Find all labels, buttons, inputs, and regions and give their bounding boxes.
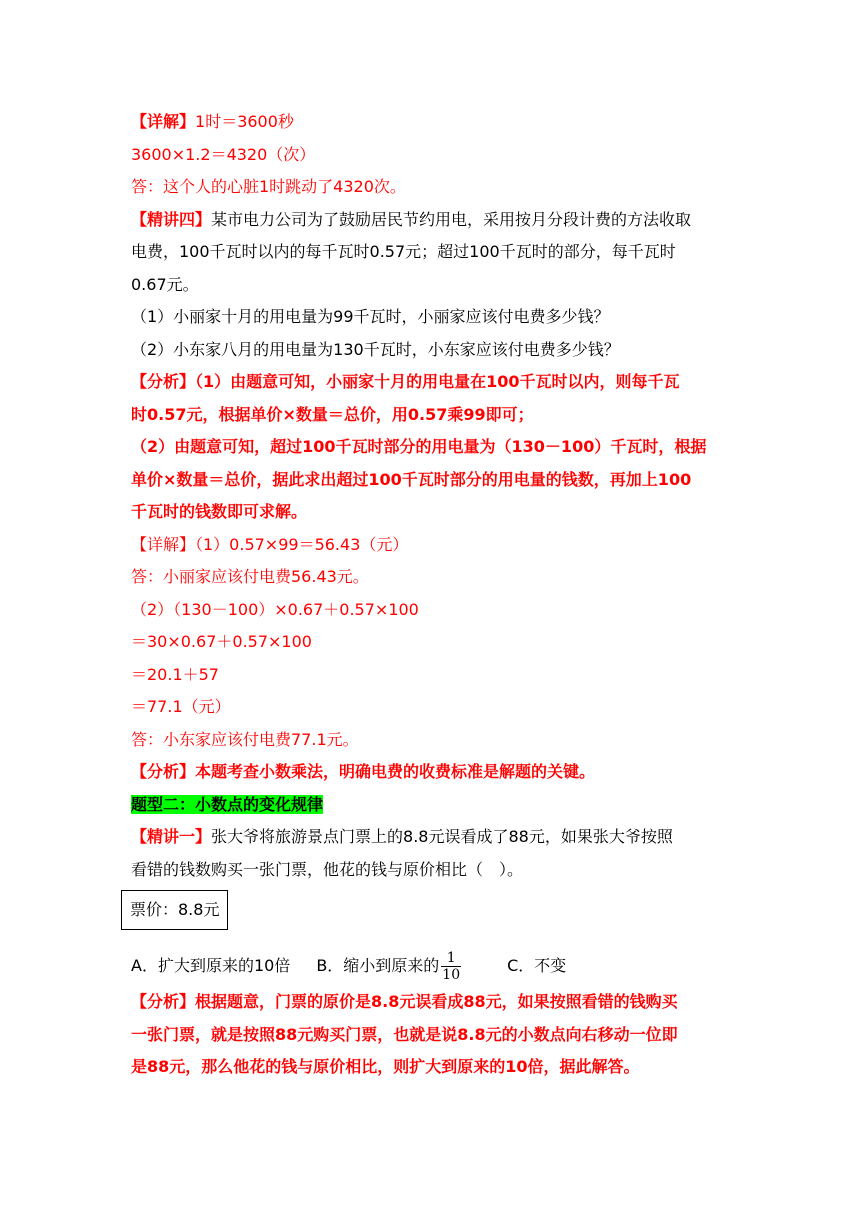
question-1-line-2: 看错的钱数购买一张门票，他花的钱与原价相比（ ）。 [131,859,524,879]
detail-answer-1: 答：小丽家应该付电费56.43元。 [131,567,369,586]
analysis2-line-3: 是88元，那么他花的钱与原价相比，则扩大到原来的10倍，据此解答。 [131,1057,640,1076]
question-4-line-1 [131,204,731,237]
analysis-line-3: （2）由题意可知，超过100千瓦时部分的用电量为（130－100）千瓦时，根据 [131,437,707,456]
question-tag: 【精讲四】 [131,209,212,229]
option-c: C．不变 [507,956,567,975]
section-heading-text: 题型二：小数点的变化规律 [131,794,324,814]
calc-line: 3600×1.2＝4320（次） [131,144,316,164]
detail-line-3: ＝30×0.67＋0.57×100 [131,632,312,651]
section-heading [131,789,731,822]
fraction-denominator: 10 [442,967,461,983]
detail-line-5: ＝77.1（元） [131,697,231,716]
question-text: 某市电力公司为了鼓励居民节约用电，采用按月分段计费的方法收取 [211,209,692,229]
option-a: A．扩大到原来的10倍 [131,956,291,975]
options-line [131,946,731,986]
detail-text: 1时＝3600秒 [195,112,294,131]
detail-answer-2: 答：小东家应该付电费77.1元。 [131,729,359,749]
ticket-price-box: 票价：8.8元 [121,890,228,930]
question-tag: 【精讲一】 [131,827,212,846]
detail-line-4: ＝20.1＋57 [131,664,219,684]
detail-line-2: （2）（130－100）×0.67＋0.57×100 [131,599,419,619]
option-b: B．缩小到原来的 [316,956,440,975]
document-body [131,106,731,1084]
question-text: 张大爷将旅游景点门票上的8.8元误看成了88元，如果张大爷按照 [211,827,673,846]
analysis-line-2: 时0.57元，根据单价×数量＝总价，用0.57乘99即可； [131,404,534,424]
sub-question-2: （2）小东家八月的用电量为130千瓦时，小东家应该付电费多少钱？ [131,339,620,359]
analysis2-line-1: 【分析】根据题意，门票的原价是8.8元误看成88元，如果按照看错的钱购买 [131,992,678,1011]
detail-line-1: 【详解】（1）0.57×99＝56.43（元） [131,534,409,554]
question-4-line-2: 电费，100千瓦时以内的每千瓦时0.57元；超过100千瓦时的部分，每千瓦时 [131,242,676,261]
answer-line: 答：这个人的心脏1时跳动了4320次。 [131,177,406,196]
answer-detail-line-1 [131,106,731,139]
sub-question-1: （1）小丽家十月的用电量为99千瓦时，小丽家应该付电费多少钱？ [131,307,610,326]
analysis-line-5: 千瓦时的钱数即可求解。 [131,502,308,521]
fraction-numerator: 1 [441,950,461,967]
detail-tag: 【详解】 [131,112,196,131]
question-4-line-3: 0.67元。 [131,274,199,294]
fraction-one-tenth [441,950,461,983]
question-1-line-1 [131,821,731,854]
analysis-line-1: 【分析】（1）由题意可知，小丽家十月的用电量在100千瓦时以内，则每千瓦 [131,372,680,391]
summary-line: 【分析】本题考查小数乘法，明确电费的收费标准是解题的关键。 [131,762,596,781]
analysis2-line-2: 一张门票，就是按照88元购买门票，也就是说8.8元的小数点向右移动一位即 [131,1024,678,1044]
analysis-line-4: 单价×数量＝总价，据此求出超过100千瓦时部分的用电量的钱数，再加上100 [131,469,692,489]
ticket-box-row [131,890,731,946]
